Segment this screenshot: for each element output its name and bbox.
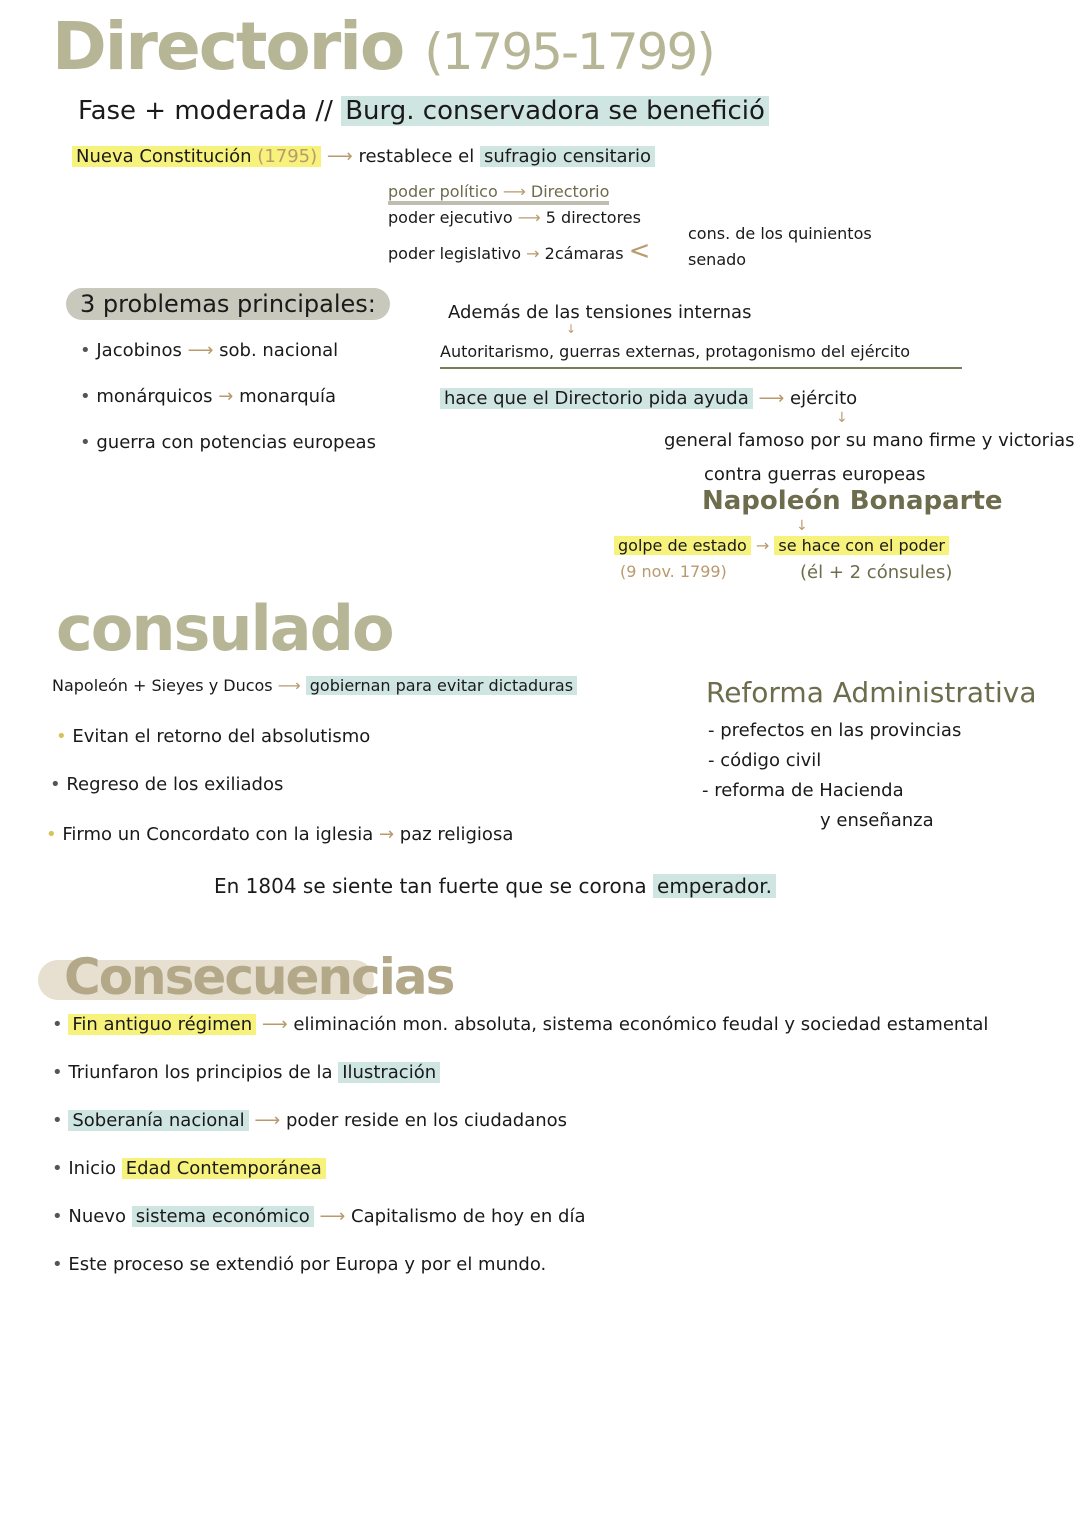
tensions-text: Además de las tensiones internas (448, 302, 752, 323)
rule-highlight: gobiernan para evitar dictaduras (306, 676, 577, 695)
item-post: Capitalismo de hoy en día (351, 1206, 586, 1227)
down-arrow-icon: ↓ (836, 410, 848, 426)
item-post: poder reside en los ciudadanos (285, 1110, 568, 1131)
consequence-item (52, 1158, 326, 1179)
item-pre: Triunfaron los principios de la (68, 1062, 333, 1083)
political-power-label: poder político (388, 182, 498, 201)
coup-date: (9 nov. 1799) (620, 562, 727, 581)
general-text: general famoso por su mano firme y victorias (664, 430, 1075, 451)
problem-want: sob. nacional (219, 340, 339, 361)
problem-item: • monárquicos → monarquía (80, 386, 337, 407)
causes-text: Autoritarismo, guerras externas, protagonismo del ejército (440, 342, 962, 369)
problems-title: 3 problemas principales: (66, 288, 390, 320)
coup-line: golpe de estado → se hace con el poder (614, 536, 949, 555)
coup-highlight: golpe de estado (614, 536, 751, 555)
reform-item: - reforma de Hacienda (702, 780, 904, 801)
section-title-consecuencias: Consecuencias (64, 948, 454, 1006)
item-pre: Nuevo (68, 1206, 126, 1227)
consequence-item (52, 1254, 546, 1275)
item-highlight: sistema económico (132, 1206, 314, 1227)
emperor-highlight: emperador. (653, 874, 776, 898)
consequence-item (52, 1014, 988, 1035)
help-line: hace que el Directorio pida ayuda ⟶ ejército (440, 388, 857, 409)
executive-power-value: 5 directores (545, 208, 641, 227)
title-text: Directorio (52, 8, 404, 85)
reform-item: - prefectos en las provincias (708, 720, 962, 741)
executive-power-line: poder ejecutivo ⟶ 5 directores (388, 208, 641, 227)
down-arrow-icon: ↓ (566, 322, 577, 336)
point-text: Regreso de los exiliados (66, 774, 284, 795)
legislative-power-line: poder legislativo → 2cámaras < (388, 236, 651, 266)
section-title-directorio (52, 8, 714, 85)
emperor-text: En 1804 se siente tan fuerte que se corona (214, 874, 647, 898)
consulado-point: • Regreso de los exiliados (50, 774, 284, 795)
title-dates: (1795-1799) (424, 23, 714, 81)
political-power-value: Directorio (530, 182, 610, 201)
suffrage-highlight: sufragio censitario (480, 146, 655, 167)
beneficiary-highlight: Burg. conservadora se benefició (341, 96, 769, 126)
problem-item: • Jacobinos ⟶ sob. nacional (80, 340, 339, 361)
consequence-item (52, 1110, 567, 1131)
executive-power-label: poder ejecutivo (388, 208, 513, 227)
problem-who: monárquicos (96, 386, 213, 407)
consequence-item (52, 1206, 585, 1227)
phase-line (78, 96, 769, 126)
problem-who: Jacobinos (96, 340, 182, 361)
constitution-text: Nueva Constitución (76, 146, 252, 167)
legislative-power-value: 2cámaras (544, 244, 624, 263)
general-text-2: contra guerras europeas (704, 464, 926, 485)
legislative-power-label: poder legislativo (388, 244, 522, 263)
problem-item: • guerra con potencias europeas (80, 432, 376, 453)
peace-text: paz religiosa (399, 824, 514, 845)
consulado-point: • Evitan el retorno del absolutismo (56, 726, 371, 747)
point-text: Evitan el retorno del absolutismo (72, 726, 371, 747)
rulers-text: Napoleón + Sieyes y Ducos (52, 676, 273, 695)
consequence-item (52, 1062, 440, 1083)
reform-title: Reforma Administrativa (706, 676, 1037, 709)
item-highlight: Soberanía nacional (68, 1110, 248, 1131)
political-power-line: poder político ⟶ Directorio (388, 182, 609, 205)
help-highlight: hace que el Directorio pida ayuda (440, 388, 753, 409)
item-pre: Este proceso se extendió por Europa y por el mundo. (68, 1254, 547, 1275)
reform-item: y enseñanza (820, 810, 934, 831)
item-highlight: Ilustración (338, 1062, 440, 1083)
point-text: Firmo un Concordato con la iglesia (62, 824, 374, 845)
item-highlight: Fin antiguo régimen (68, 1014, 256, 1035)
bullet-icon: • (52, 1062, 63, 1083)
section-title-consulado: consulado (56, 592, 393, 665)
power-highlight: se hace con el poder (774, 536, 949, 555)
chamber-senado: senado (688, 250, 747, 269)
army-text: ejército (790, 388, 858, 409)
arrow-icon: ⟶ (261, 1014, 288, 1035)
bullet-icon: • (52, 1110, 63, 1131)
arrow-icon: ⟶ (319, 1206, 346, 1227)
bullet-icon: • (52, 1014, 63, 1035)
consulado-point: • Firmo un Concordato con la iglesia → paz religiosa (46, 824, 514, 845)
chamber-quinientos: cons. de los quinientos (688, 224, 872, 243)
reform-item: - código civil (708, 750, 822, 771)
problem-who: guerra con potencias europeas (96, 432, 376, 453)
emperor-line (214, 874, 776, 898)
item-pre: Inicio (68, 1158, 116, 1179)
constitution-year: (1795) (257, 146, 318, 167)
constitution-line: Nueva Constitución (1795) ⟶ restablece el sufragio censitario (72, 146, 655, 167)
napoleon-name: Napoleón Bonaparte (702, 486, 1003, 516)
rulers-line: Napoleón + Sieyes y Ducos ⟶ gobiernan para evitar dictaduras (52, 676, 577, 695)
arrow-icon: ⟶ (254, 1110, 281, 1131)
item-post: eliminación mon. absoluta, sistema económico feudal y sociedad estamental (293, 1014, 989, 1035)
bullet-icon: • (52, 1206, 63, 1227)
restores-text: restablece el (358, 146, 475, 167)
item-highlight: Edad Contemporánea (122, 1158, 326, 1179)
bullet-icon: • (52, 1254, 63, 1275)
down-arrow-icon: ↓ (796, 518, 808, 534)
phase-text: Fase + moderada // (78, 96, 333, 126)
power-note: (él + 2 cónsules) (800, 562, 953, 583)
bullet-icon: • (52, 1158, 63, 1179)
problem-want: monarquía (239, 386, 337, 407)
